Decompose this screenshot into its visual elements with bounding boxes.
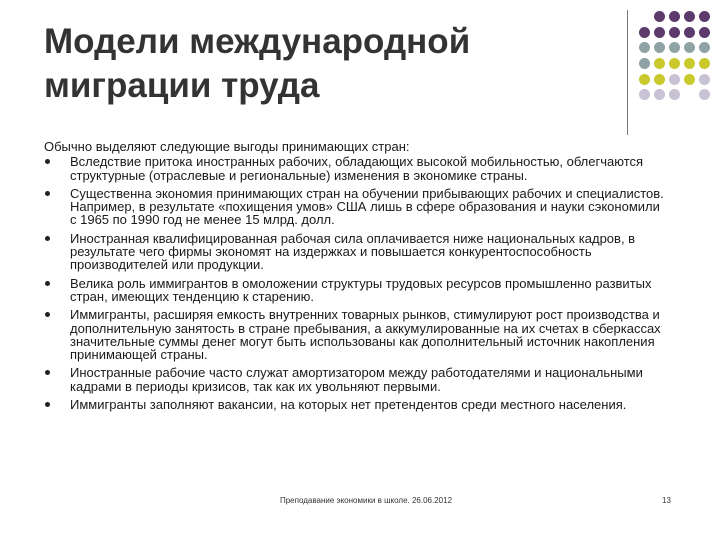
decorative-dot (699, 89, 710, 100)
decorative-dot (684, 27, 695, 38)
list-item-text: Иммигранты заполняют вакансии, на которых нет претендентов среди местного населения. (70, 397, 627, 413)
slide-title-line-1: Модели международной (44, 22, 471, 61)
decorative-dot (639, 89, 650, 100)
decorative-dot (684, 42, 695, 53)
decorative-dot (699, 27, 710, 38)
intro-text: Обычно выделяют следующие выгоды принимающих стран: (44, 139, 410, 154)
decorative-dot (654, 42, 665, 53)
decorative-dot (699, 11, 710, 22)
slide-footer (0, 496, 720, 510)
list-item (44, 308, 664, 361)
decorative-dot (669, 11, 680, 22)
benefits-list (44, 155, 664, 411)
list-item-text: Иммигранты, расширяя емкость внутренних товарных рынков, стимулируют рост производства и дополнительную занятость в стране пребывания, а аккумулированные на их счетах в сберкассах значительные суммы денег могут быть использованы как дополнительный источник накопления принимающей страны. (70, 307, 661, 363)
list-item-text: Иностранная квалифицированная рабочая сила оплачивается ниже национальных кадров, в результате чего фирмы экономят на издержках и повышается конкурентоспособность производителей или продукции. (70, 230, 636, 273)
decorative-dot (699, 74, 710, 85)
bullet-icon (45, 191, 50, 196)
decorative-dot (684, 89, 695, 100)
slide-title-line-2: миграции труда (44, 66, 320, 105)
bullet-icon (45, 236, 50, 241)
list-item (44, 398, 664, 411)
decorative-dot (669, 89, 680, 100)
decorative-dot (669, 42, 680, 53)
decorative-dot (669, 27, 680, 38)
list-item (44, 155, 664, 182)
bullet-icon (45, 159, 50, 164)
list-item-text: Вследствие притока иностранных рабочих, обладающих высокой мобильностью, облегчаются структурные (отраслевые и региональные) изменения в экономике страны. (70, 154, 644, 183)
decorative-dot (654, 58, 665, 69)
decorative-dot (684, 58, 695, 69)
list-item (44, 187, 664, 227)
list-item (44, 366, 664, 393)
list-item-text: Иностранные рабочие часто служат амортизатором между работодателями и национальными кадрами в периоды кризисов, так как их увольняют первыми. (70, 365, 643, 394)
bullet-icon (45, 370, 50, 375)
decorative-dot (639, 11, 650, 22)
decorative-dot (699, 42, 710, 53)
decorative-dot (654, 11, 665, 22)
decorative-dot (669, 74, 680, 85)
bullet-icon (45, 402, 50, 407)
list-item-text: Существенна экономия принимающих стран на обучении прибывающих рабочих и специалистов. Например, в результате «похищения умов» США лишь в сфере образования и науки сэкономили с 1965 по 1990 год не менее 15 млрд. долл. (70, 185, 664, 228)
footer-text: Преподавание экономики в школе. 26.06.2012 (279, 496, 453, 505)
page-number: 13 (662, 496, 671, 505)
list-item-text: Велика роль иммигрантов в омоложении структуры трудовых ресурсов промышленно развитых стран, имеющих тенденцию к старению. (70, 275, 652, 304)
decorative-dot (684, 11, 695, 22)
decorative-dot (699, 58, 710, 69)
decorative-dot (639, 42, 650, 53)
decorative-dot (639, 58, 650, 69)
decorative-dot (654, 27, 665, 38)
bullet-icon (45, 312, 50, 317)
list-item (44, 277, 664, 304)
decorative-dot (654, 89, 665, 100)
slide-body (44, 140, 664, 416)
list-item (44, 232, 664, 272)
decorative-dot (639, 74, 650, 85)
decorative-dot-grid (637, 9, 713, 109)
decorative-dot (684, 74, 695, 85)
bullet-icon (45, 281, 50, 286)
title-divider (627, 10, 628, 135)
decorative-dot (639, 27, 650, 38)
decorative-dot (654, 74, 665, 85)
decorative-dot (669, 58, 680, 69)
slide-title (44, 20, 604, 108)
